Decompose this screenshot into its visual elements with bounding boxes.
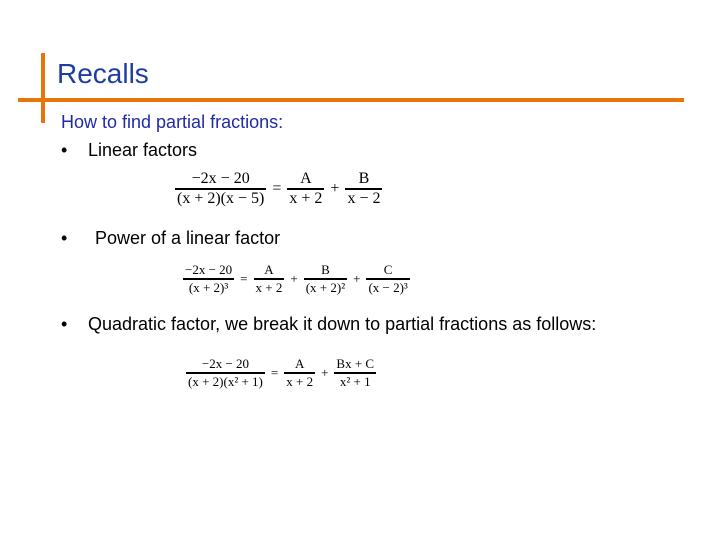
denominator: x + 2 [255,279,283,295]
numerator: C [383,262,393,277]
equation-linear-factors [172,170,385,208]
fraction-lhs [186,356,265,390]
denominator: x − 2 [347,189,381,207]
fraction-lhs [183,262,234,296]
bullet-marker-1: • [61,140,68,160]
denominator: (x − 2)³ [368,279,408,295]
denominator: (x + 2)³ [188,279,229,295]
numerator: −2x − 20 [191,170,250,187]
fraction-term-bc [334,356,376,390]
equals-sign: = [270,364,279,380]
numerator: A [294,356,305,371]
denominator: (x + 2)(x² + 1) [188,373,263,389]
denominator: (x + 2)² [305,279,346,295]
numerator: B [321,262,330,277]
accent-vertical-bar [41,53,45,123]
plus-sign: + [321,364,329,380]
fraction-term-b [345,170,382,208]
bullet-text-linear: Linear factors [88,140,198,160]
equals-sign: = [240,270,248,286]
numerator: A [300,170,312,187]
numerator: Bx + C [336,356,375,371]
fraction-term-a [254,262,285,296]
bullet-text-power-linear: Power of a linear factor [95,228,281,248]
bullet-text-quadratic: Quadratic factor, we break it down to partial fractions as follows: [88,314,597,334]
fraction-term-a [287,170,324,208]
accent-horizontal-bar [18,98,684,102]
numerator: A [264,262,274,277]
denominator: x² + 1 [339,373,371,389]
fraction-lhs [175,170,266,208]
bullet-marker-3: • [61,314,68,334]
fraction-term-a [284,356,315,390]
numerator: B [358,170,370,187]
numerator: −2x − 20 [185,262,233,277]
denominator: (x + 2)(x − 5) [177,189,265,207]
intro-text: How to find partial fractions: [61,112,284,132]
denominator: x + 2 [286,373,314,389]
plus-sign: + [353,270,361,286]
slide-title: Recalls [57,58,149,89]
numerator: −2x − 20 [201,356,250,371]
equation-quadratic-factor [183,356,379,390]
fraction-term-b [304,262,347,296]
plus-sign: + [290,270,298,286]
denominator: x + 2 [289,189,323,207]
fraction-term-c [366,262,409,296]
plus-sign: + [330,179,340,197]
equation-power-linear-factor [180,262,413,296]
bullet-marker-2: • [61,228,68,248]
equals-sign: = [272,179,282,197]
